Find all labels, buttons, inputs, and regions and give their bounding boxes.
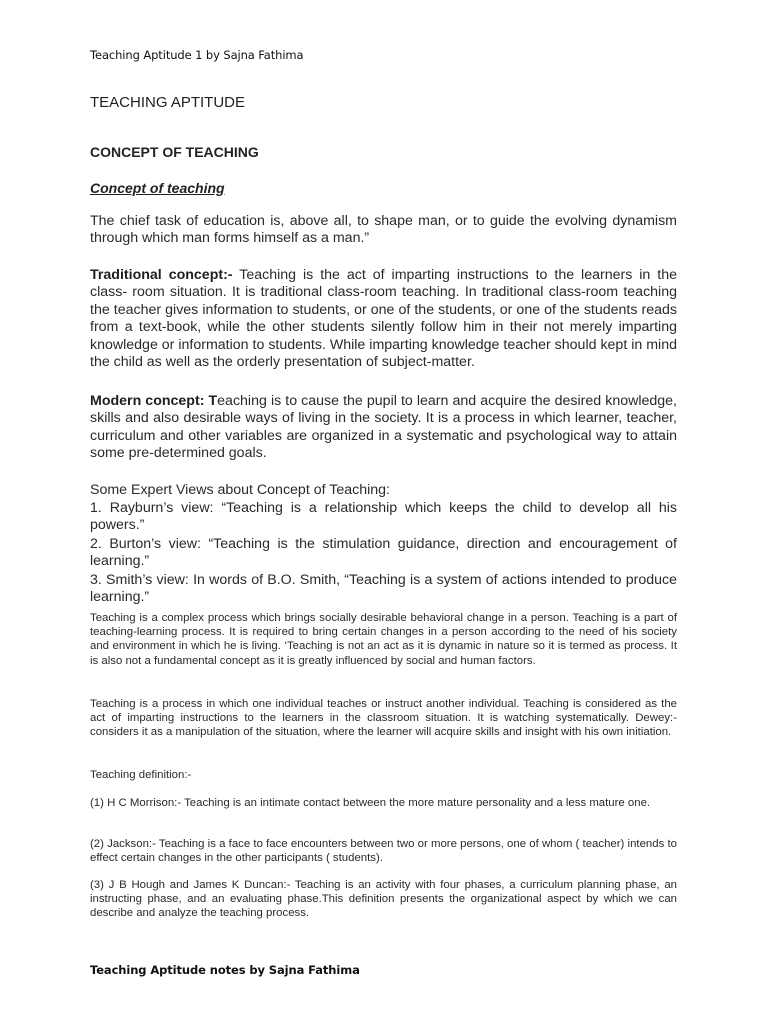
definition-item: (1) H C Morrison:- Teaching is an intimate contact between the more mature personality and a less mature one.	[90, 797, 651, 809]
page-header: Teaching Aptitude 1 by Sajna Fathima	[90, 48, 304, 62]
expert-view-item: 3. Smith’s view: In words of B.O. Smith, “Teaching is a system of actions intended to produce learning.”	[90, 572, 677, 606]
traditional-concept-label: Traditional concept:-	[90, 267, 233, 283]
page-footer: Teaching Aptitude notes by Sajna Fathima	[90, 963, 360, 977]
expert-views-heading: Some Expert Views about Concept of Teaching:	[90, 482, 390, 498]
teaching-process-paragraph: Teaching is a process in which one individual teaches or instruct another individual. Teaching is considered as the act of imparting instructions to the learners in the classroom situation. It is watching systematically. Dewey:- considers it as a manipulation of the situation, where the learner will acquire skills and insight with his own initiation.	[90, 698, 677, 739]
intro-paragraph: The chief task of education is, above all, to shape man, or to guide the evolving dynamism through which man forms himself as a man.”	[90, 213, 677, 247]
traditional-concept-paragraph	[90, 267, 677, 371]
expert-view-item: 2. Burton’s view: “Teaching is the stimulation guidance, direction and encouragement of learning.”	[90, 536, 677, 570]
subsection-heading: Concept of teaching	[90, 180, 225, 196]
expert-view-item: 1. Rayburn’s view: “Teaching is a relationship which keeps the child to develop all his powers.”	[90, 500, 677, 534]
definition-heading: Teaching definition:-	[90, 769, 192, 781]
traditional-concept-text: Teaching is the act of imparting instructions to the learners in the class- room situation. It is traditional class-room teaching. In traditional class-room teaching the teacher gives information to students, or one of the students, or one of the students reads from a text-book, while the other students silently follow him in their not merely imparting knowledge or information to students. While imparting knowledge teacher should kept in mind the child as well as the orderly presentation of subject-matter.	[90, 267, 677, 371]
complex-process-paragraph: Teaching is a complex process which brings socially desirable behavioral change in a person. Teaching is a part of teaching-learning process. It is required to bring certain changes in a person according to the need of his society and environment in which he is living. ‘Teaching is not an act as it is dynamic in nature so it is termed as process. It is also not a fundamental concept as it is greatly influenced by social and human factors.	[90, 612, 677, 667]
definition-item: (2) Jackson:- Teaching is a face to face encounters between two or more persons, one of whom ( teacher) intends to effect certain changes in the other participants ( students).	[90, 838, 677, 865]
definition-item: (3) J B Hough and James K Duncan:- Teaching is an activity with four phases, a curriculum planning phase, an instructing phase, and an evaluating phase.This definition presents the organizational aspect by which we can describe and analyze the teaching process.	[90, 879, 677, 920]
modern-concept-paragraph	[90, 393, 677, 463]
document-title: TEACHING APTITUDE	[90, 94, 246, 111]
modern-concept-label: Modern concept: T	[90, 393, 218, 409]
modern-concept-text: eaching is to cause the pupil to learn and acquire the desired knowledge, skills and also desirable ways of living in the society. It is a process in which learner, teacher, curriculum and other variables are organized in a systematic and psychological way to attain some pre-determined goals.	[90, 393, 677, 462]
section-heading: CONCEPT OF TEACHING	[90, 144, 259, 160]
